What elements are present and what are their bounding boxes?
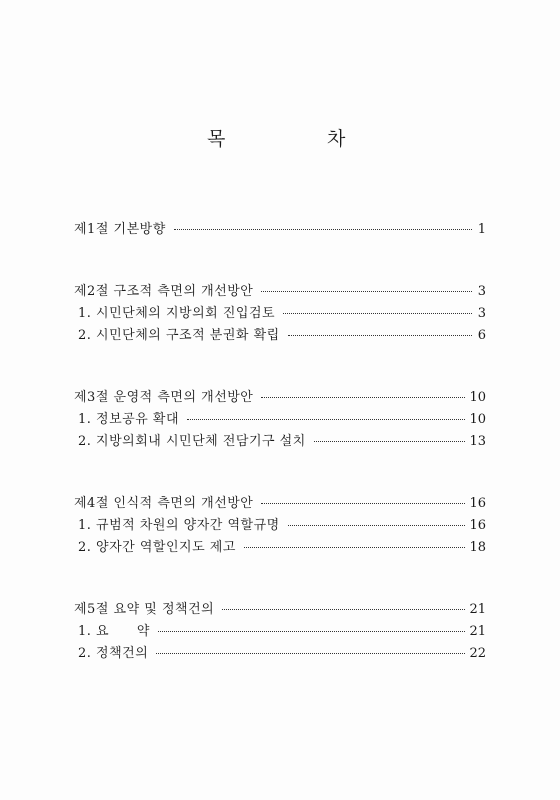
toc-page-number: 18 (469, 540, 486, 555)
toc-page-number: 21 (469, 624, 486, 639)
dot-leader (261, 503, 465, 504)
toc-item (74, 324, 486, 346)
dot-leader (288, 525, 466, 526)
toc-item-label: 2. 양자간 역할인지도 제고 (78, 540, 236, 555)
toc-item (74, 302, 486, 324)
dot-leader (174, 229, 472, 230)
toc-heading (74, 598, 486, 620)
toc-heading-label: 제2절 구조적 측면의 개선방안 (74, 284, 254, 299)
toc-page-number: 16 (469, 496, 486, 511)
toc-item-label: 2. 지방의회내 시민단체 전담기구 설치 (78, 434, 306, 449)
toc-page-number: 6 (477, 328, 486, 343)
dot-leader (288, 335, 472, 336)
toc-page-number: 10 (469, 390, 486, 405)
toc-item (74, 536, 486, 558)
toc-page-number: 10 (469, 412, 486, 427)
toc-item-label: 1. 요 약 (78, 624, 150, 639)
toc-heading (74, 218, 486, 240)
toc-item-label: 2. 정책건의 (78, 646, 149, 661)
toc-section-4 (74, 492, 486, 558)
toc-page-number: 3 (477, 284, 486, 299)
toc-item (74, 642, 486, 664)
toc-page-number: 22 (469, 646, 486, 661)
dot-leader (187, 419, 465, 420)
dot-leader (156, 653, 465, 654)
toc-item-label: 1. 규범적 차원의 양자간 역할규명 (78, 518, 280, 533)
toc-item-label: 1. 정보공유 확대 (78, 412, 180, 427)
toc-item-label: 2. 시민단체의 구조적 분권화 확립 (78, 328, 280, 343)
dot-leader (261, 291, 472, 292)
dot-leader (261, 397, 465, 398)
toc-item (74, 620, 486, 642)
toc-item (74, 408, 486, 430)
toc-heading (74, 280, 486, 302)
toc-heading-label: 제4절 인식적 측면의 개선방안 (74, 496, 254, 511)
toc-item (74, 430, 486, 452)
toc-page-number: 21 (469, 602, 486, 617)
toc-item-label: 1. 시민단체의 지방의회 진입검토 (78, 306, 276, 321)
title-char-2: 차 (327, 128, 346, 150)
toc-heading-label: 제5절 요약 및 정책건의 (74, 602, 215, 617)
table-of-contents (74, 218, 486, 664)
toc-page-number: 3 (477, 306, 486, 321)
toc-page-number: 1 (477, 222, 486, 237)
dot-leader (314, 441, 466, 442)
dot-leader (283, 313, 472, 314)
page-title (0, 124, 560, 154)
toc-heading-label: 제1절 기본방향 (74, 222, 166, 237)
toc-heading (74, 386, 486, 408)
toc-page-number: 16 (469, 518, 486, 533)
toc-section-1 (74, 218, 486, 240)
toc-section-3 (74, 386, 486, 452)
dot-leader (158, 631, 466, 632)
toc-section-5 (74, 598, 486, 664)
dot-leader (244, 547, 466, 548)
title-char-1: 목 (207, 128, 226, 150)
toc-section-2 (74, 280, 486, 346)
dot-leader (222, 609, 465, 610)
toc-heading (74, 492, 486, 514)
toc-heading-label: 제3절 운영적 측면의 개선방안 (74, 390, 254, 405)
toc-item (74, 514, 486, 536)
toc-page-number: 13 (469, 434, 486, 449)
